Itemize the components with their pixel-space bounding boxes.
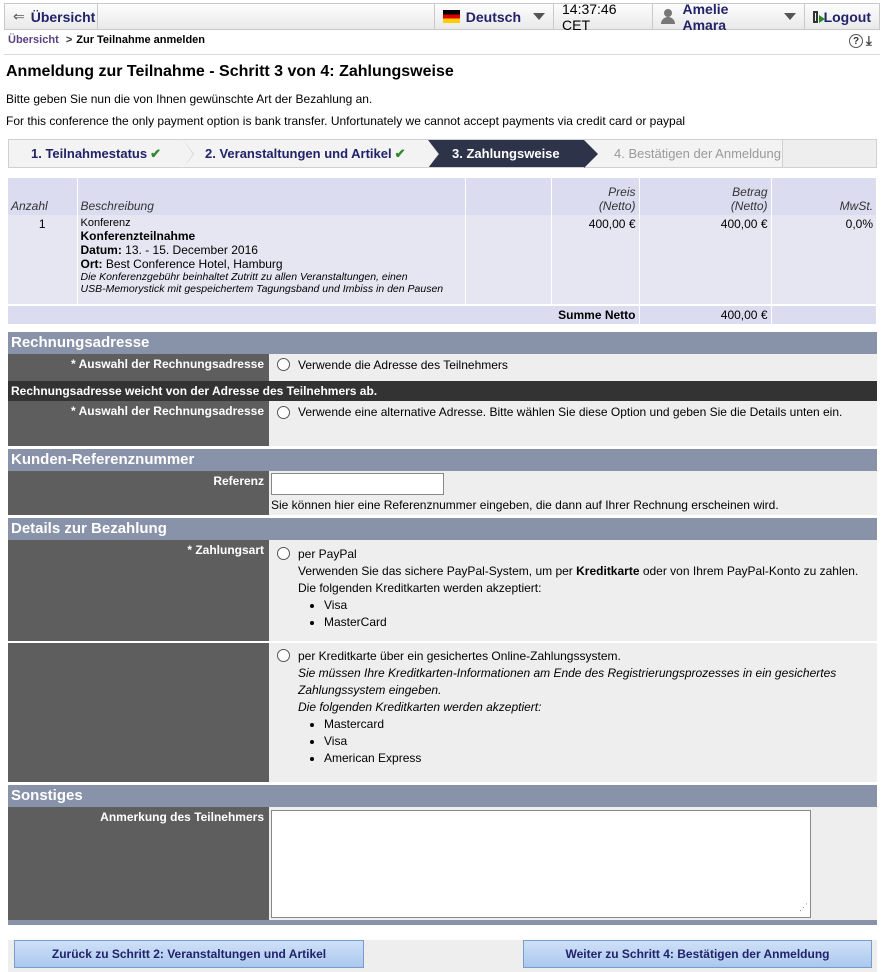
billing-participant-option	[269, 354, 877, 381]
user-icon	[661, 9, 675, 25]
sum-value: 400,00 €	[639, 305, 771, 324]
step-progress	[8, 139, 877, 168]
step-3	[428, 140, 584, 167]
header-description: Beschreibung	[77, 178, 465, 215]
cc-title: per Kreditkarte über ein gesichertes Online-Zahlungssystem.	[298, 649, 621, 663]
paypal-radio[interactable]	[277, 547, 290, 560]
billing-address-label: * Auswahl der Rechnungsadresse	[8, 354, 269, 381]
item-place	[81, 257, 462, 271]
back-step-button[interactable]: Zurück zu Schritt 2: Veranstaltungen und Artikel	[14, 940, 364, 968]
checkmark-icon: ✔	[394, 145, 406, 161]
header-vat: MwSt.	[771, 178, 877, 215]
top-bar-spacer	[98, 4, 435, 29]
step-2[interactable]	[183, 140, 428, 167]
billing-alt-row	[8, 401, 877, 446]
logout-label: Logout	[823, 8, 871, 25]
header-amount-line2: (Netto)	[730, 199, 768, 213]
language-label: Deutsch	[465, 8, 521, 25]
logout-button[interactable]	[805, 4, 879, 29]
item-date	[81, 243, 462, 257]
header-amount	[639, 178, 771, 215]
item-note-line2: USB-Memorystick mit gespeichertem Tagungsband und Imbiss in den Pausen	[80, 283, 444, 295]
checkmark-icon: ✔	[150, 145, 161, 161]
header-price-line2: (Netto)	[598, 199, 636, 213]
payment-heading: Details zur Bezahlung	[8, 518, 877, 540]
help-icon[interactable]: ?	[849, 34, 863, 48]
user-name: Amelie Amara	[682, 0, 729, 33]
breadcrumb-overview-link[interactable]: Übersicht	[8, 34, 59, 46]
reference-label: Referenz	[8, 471, 269, 515]
billing-participant-row	[8, 354, 877, 381]
cc-desc1: Sie müssen Ihre Kreditkarten-Informationen am Ende des Registrierungsprozesses in ein gesichertes Zahlungssystem eingeben.	[298, 666, 837, 697]
item-vat: 0,0%	[771, 215, 877, 305]
item-date-label: Datum:	[80, 243, 122, 257]
language-selector[interactable]	[435, 4, 554, 29]
sum-row	[8, 305, 877, 324]
billing-alt-radio[interactable]	[277, 406, 290, 419]
header-price	[551, 178, 639, 215]
reference-row	[8, 471, 877, 515]
item-name: Konferenzteilnahme	[80, 229, 196, 243]
billing-alt-option	[269, 401, 877, 446]
item-description	[77, 215, 465, 305]
download-icon[interactable]: ⤓	[866, 33, 872, 48]
form-bottom-bar	[8, 920, 877, 925]
step-4-label: 4. Bestätigen der Anmeldung	[614, 146, 781, 161]
intro-text: Bitte geben Sie nun die von Ihnen gewünschte Art der Bezahlung an.	[6, 92, 373, 106]
step-1[interactable]	[9, 140, 183, 167]
item-empty-cell	[465, 215, 551, 305]
chevron-down-icon	[533, 13, 545, 20]
misc-row	[8, 807, 877, 920]
reference-hint: Sie können hier eine Referenznummer eingeben, die dann auf Ihrer Rechnung erscheinen wird.	[271, 498, 779, 512]
misc-heading: Sonstiges	[8, 785, 877, 807]
cc-option	[269, 643, 877, 782]
step-3-label: 3. Zahlungsweise	[452, 146, 560, 161]
payment-method-label: * Zahlungsart	[8, 540, 269, 641]
registration-form	[8, 332, 877, 925]
paypal-title: per PayPal	[298, 547, 357, 561]
logout-icon	[813, 11, 818, 23]
item-place-value: Best Conference Hotel, Hamburg	[102, 257, 283, 271]
payment-cc-label-empty	[8, 643, 269, 782]
billing-alt-text: Verwende eine alternative Adresse. Bitte wählen Sie diese Option und geben Sie die Details unten ein.	[298, 405, 843, 419]
order-items-table	[8, 178, 877, 324]
cc-desc2: Die folgenden Kreditkarten werden akzeptiert:	[298, 700, 542, 714]
payment-cc-row	[8, 643, 877, 782]
step-4	[584, 140, 783, 167]
breadcrumb-current: Zur Teilnahme anmelden	[76, 34, 206, 46]
top-bar	[4, 0, 880, 33]
cc-cards-list	[277, 716, 869, 767]
billing-heading: Rechnungsadresse	[8, 332, 877, 354]
participant-note-label: Anmerkung des Teilnehmers	[8, 807, 269, 920]
payment-note: For this conference the only payment option is bank transfer. Unfortunately we cannot accept payments via credit card or paypal	[6, 114, 686, 128]
item-qty: 1	[8, 215, 77, 305]
table-header-row	[8, 178, 877, 215]
sum-label: Summe Netto	[8, 305, 639, 324]
header-empty	[465, 178, 551, 215]
payment-paypal-row	[8, 540, 877, 641]
header-price-line1: Preis	[608, 185, 636, 199]
paypal-desc-bold: Kreditkarte	[576, 564, 640, 578]
back-to-overview-link[interactable]	[5, 4, 98, 29]
user-menu[interactable]	[653, 0, 805, 33]
item-price: 400,00 €	[551, 215, 639, 305]
list-item: • Visa	[324, 733, 869, 750]
billing-address-label-2: * Auswahl der Rechnungsadresse	[8, 401, 269, 446]
resize-handle-icon[interactable]: ⋰	[799, 902, 808, 912]
table-row	[8, 215, 877, 305]
next-step-button[interactable]: Weiter zu Schritt 4: Bestätigen der Anmeldung	[523, 940, 872, 968]
german-flag-icon	[443, 10, 460, 23]
paypal-description	[277, 563, 869, 597]
item-date-value: 13. - 15. December 2016	[121, 243, 258, 257]
list-item: • Visa	[324, 597, 869, 614]
participant-note-textarea[interactable]	[271, 810, 811, 918]
reference-heading: Kunden-Referenznummer	[8, 449, 877, 471]
step-1-label: 1. Teilnahmestatus	[31, 146, 148, 161]
cc-title-line	[277, 648, 869, 665]
time-display: 14:37:46 CET	[562, 0, 617, 33]
arrow-left-icon: ⇐	[13, 8, 25, 24]
page-title: Anmeldung zur Teilnahme - Schritt 3 von 4: Zahlungsweise	[6, 63, 454, 80]
paypal-desc-after: oder von Ihrem PayPal-Konto zu zahlen. Die folgenden Kreditkarten werden akzeptiert:	[298, 564, 859, 595]
item-category: Konferenz	[80, 217, 131, 229]
breadcrumb	[4, 31, 880, 55]
header-amount-line1: Betrag	[732, 185, 768, 199]
item-place-label: Ort:	[80, 257, 103, 271]
step-bar-filler	[783, 140, 876, 167]
header-qty: Anzahl	[8, 178, 77, 215]
chevron-down-icon	[784, 13, 796, 20]
item-note-line1: Die Konferenzgebühr beinhaltet Zutritt zu allen Veranstaltungen, einen	[80, 271, 408, 283]
clock	[554, 0, 653, 33]
list-item: • American Express	[324, 750, 869, 767]
item-amount: 400,00 €	[639, 215, 771, 305]
list-item: • Mastercard	[324, 716, 869, 733]
form-actions	[8, 940, 877, 972]
reference-input[interactable]	[271, 473, 444, 495]
list-item: • MasterCard	[324, 614, 869, 631]
paypal-option	[269, 540, 877, 641]
cc-radio[interactable]	[277, 649, 290, 662]
back-link-label: Übersicht	[30, 8, 96, 25]
paypal-desc-before: Verwenden Sie das sichere PayPal-System, um per	[298, 564, 577, 578]
paypal-title-line	[277, 546, 869, 563]
participant-note-wrap	[269, 807, 877, 920]
billing-participant-text: Verwende die Adresse des Teilnehmers	[298, 358, 508, 372]
breadcrumb-separator: >	[65, 34, 73, 46]
billing-participant-radio[interactable]	[277, 358, 290, 371]
billing-alt-subheading: Rechnungsadresse weicht von der Adresse des Teilnehmers ab.	[8, 381, 877, 401]
paypal-cards-list	[277, 597, 869, 631]
sum-empty	[771, 305, 877, 324]
reference-field-wrap	[269, 471, 877, 515]
step-2-label: 2. Veranstaltungen und Artikel	[205, 146, 392, 161]
